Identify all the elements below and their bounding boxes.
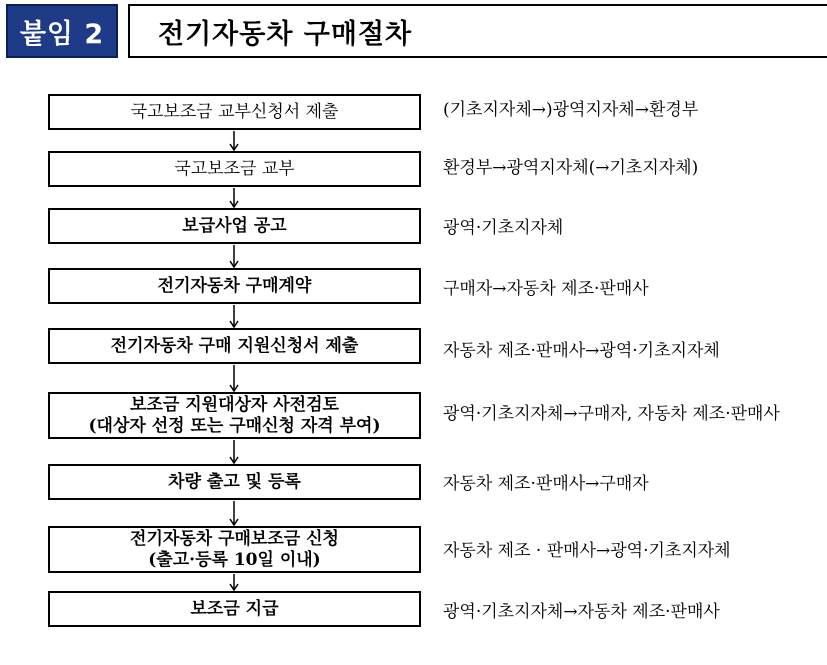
step-actors-9: 광역·기초지자체→자동차 제조·판매사 (443, 602, 720, 622)
step-label: 전기자동차 구매계약 (157, 275, 312, 296)
step-label: 보급사업 공고 (182, 215, 287, 236)
step-actors-7: 자동차 제조·판매사→구매자 (443, 474, 649, 494)
step-box-4 (48, 268, 421, 304)
down-arrow-icon (228, 364, 240, 392)
step-actors-4: 구매자→자동차 제조·판매사 (443, 279, 649, 299)
step-label: 국고보조금 교부신청서 제출 (130, 101, 339, 122)
step-box-1 (48, 94, 421, 130)
step-actors-8: 자동차 제조 · 판매사→광역·기초지자체 (443, 541, 731, 561)
step-label: 전기자동차 구매보조금 신청 (130, 528, 339, 549)
step-label: 차량 출고 및 등록 (168, 471, 301, 492)
step-label: 국고보조금 교부 (174, 158, 295, 179)
step-actors-5: 자동차 제조·판매사→광역·기초지자체 (443, 341, 720, 361)
down-arrow-icon (228, 304, 240, 328)
appendix-badge: 붙임 2 (6, 4, 118, 58)
step-box-3 (48, 208, 421, 244)
step-actors-1: (기초지자체→)광역지자체→환경부 (443, 100, 699, 120)
down-arrow-icon (228, 244, 240, 268)
step-box-7 (48, 464, 421, 500)
step-actors-6: 광역·기초지자체→구매자, 자동차 제조·판매사 (443, 404, 780, 424)
step-label: (대상자 선정 또는 구매신청 자격 부여) (88, 415, 381, 436)
step-box-2 (48, 151, 421, 187)
step-actors-3: 광역·기초지자체 (443, 218, 564, 238)
step-label: 보조금 지급 (190, 598, 279, 619)
step-box-6 (48, 392, 421, 439)
step-box-9 (48, 591, 421, 627)
page-title: 전기자동차 구매절차 (158, 18, 413, 50)
down-arrow-icon (228, 573, 240, 591)
down-arrow-icon (228, 187, 240, 208)
step-label: (출고·등록 10일 이내) (148, 549, 321, 570)
title-box (128, 4, 827, 58)
down-arrow-icon (228, 500, 240, 526)
step-label: 보조금 지원대상자 사전검토 (130, 394, 339, 415)
down-arrow-icon (228, 130, 240, 151)
step-actors-2: 환경부→광역지자체(→기초지자체) (443, 158, 699, 178)
step-box-8 (48, 526, 421, 573)
down-arrow-icon (228, 439, 240, 464)
step-box-5 (48, 328, 421, 364)
step-label: 전기자동차 구매 지원신청서 제출 (110, 335, 359, 356)
